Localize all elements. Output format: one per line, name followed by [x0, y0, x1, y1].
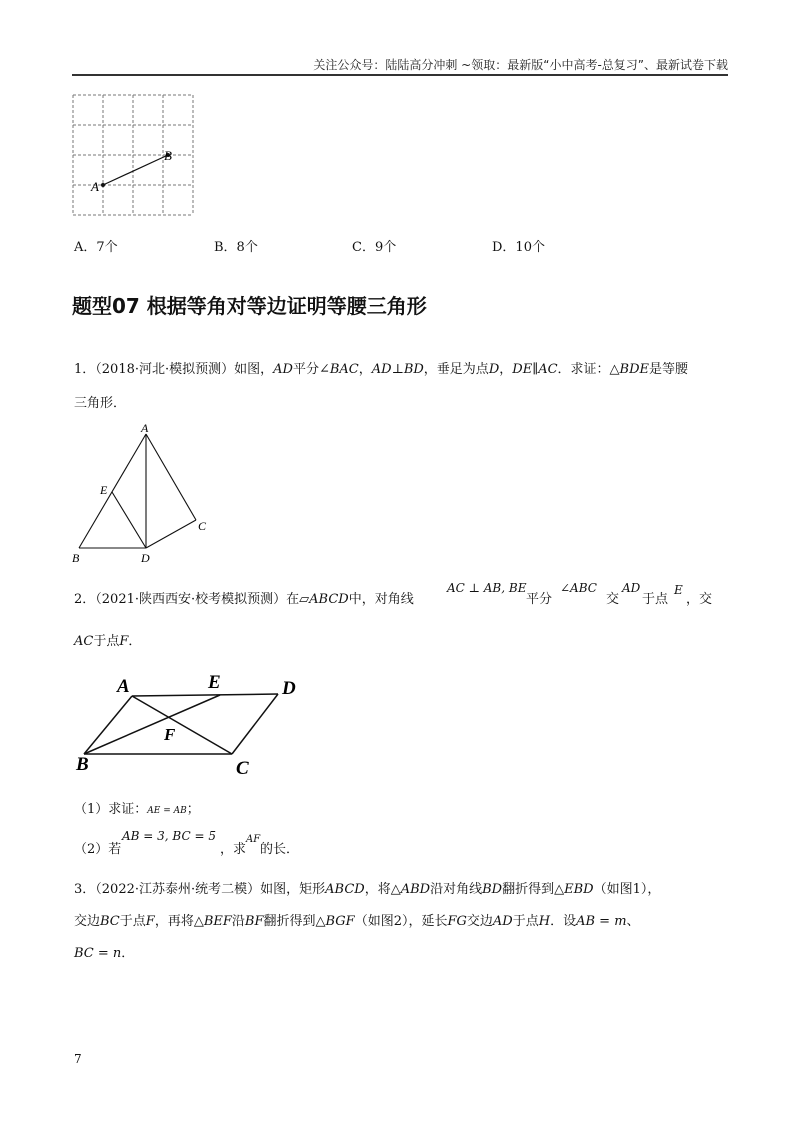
q2-sub2: （2）若: [74, 842, 122, 857]
page-header: 关注公众号：陆陆高分冲刺 ~领取：最新版“小中高考-总复习”、最新试卷下载: [313, 58, 728, 72]
q1-label-a: A: [141, 421, 149, 435]
q2-ad: AD: [622, 581, 641, 595]
q2-yudian: 于点: [642, 592, 669, 607]
q2-bisect: 平分: [526, 592, 553, 607]
q2-sub1: （1）求证：AE = AB；: [74, 802, 200, 817]
section-title: 题型07 根据等角对等边证明等腰三角形: [72, 294, 427, 318]
q3-line1: 3．（2022·江苏泰州·统考二模）如图，矩形ABCD，将△ABD沿对角线BD翻折得到△EBD（如图1），: [74, 882, 661, 897]
q2-line1: 2．（2021·陕西西安·校考模拟预测）在▱ABCD中，对角线: [74, 592, 414, 607]
q1-label-c: C: [198, 519, 207, 533]
q2-label-d: D: [282, 678, 296, 699]
q2-e: E: [674, 583, 683, 597]
q2-label-a: A: [117, 676, 130, 697]
point-label-b: B: [164, 148, 172, 163]
header-rule: [72, 74, 728, 76]
option-a: A．7个: [74, 240, 118, 255]
q2-line2: AC于点F．: [74, 634, 142, 649]
q1-label-e: E: [100, 483, 108, 497]
grid-figure: [60, 88, 210, 228]
option-b: B．8个: [214, 240, 258, 255]
q2-parallelogram-figure: [70, 668, 340, 788]
q2-sub2-mid: ，求: [220, 842, 247, 857]
q2-label-c: C: [236, 758, 249, 779]
q3-line3: BC = n．: [74, 946, 135, 961]
q2-sub2-math: AB = 3, BC = 5: [122, 829, 216, 843]
q2-label-f: F: [164, 725, 176, 744]
point-label-a: A: [91, 179, 99, 194]
option-d: D．10个: [492, 240, 545, 255]
q2-sub2-end: 的长．: [260, 842, 300, 857]
q2-jiao: 交: [606, 592, 620, 607]
q3-line2: 交边BC于点F，再将△BEF沿BF翻折得到△BGF（如图2），延长FG交边AD于点H．设AB = m、: [74, 914, 640, 929]
q2-tail: ，交: [686, 592, 713, 607]
q2-label-e: E: [208, 672, 221, 693]
q1-label-b: B: [72, 551, 80, 565]
q2-label-b: B: [76, 754, 89, 775]
q2-cond: AC ⊥ AB, BE: [447, 581, 527, 595]
q1-triangle-figure: [66, 420, 216, 570]
q2-sub2-af: AF: [246, 834, 261, 845]
q1-label-d: D: [141, 551, 150, 565]
page-number: 7: [74, 1052, 82, 1066]
q1-line1: 1．（2018·河北·模拟预测）如图，AD平分∠BAC，AD⊥BD，垂足为点D，DE∥AC．求证：△BDE是等腰: [74, 362, 689, 377]
option-c: C．9个: [352, 240, 397, 255]
q2-angle: ∠ABC: [560, 581, 597, 595]
q1-line2: 三角形．: [74, 396, 127, 411]
